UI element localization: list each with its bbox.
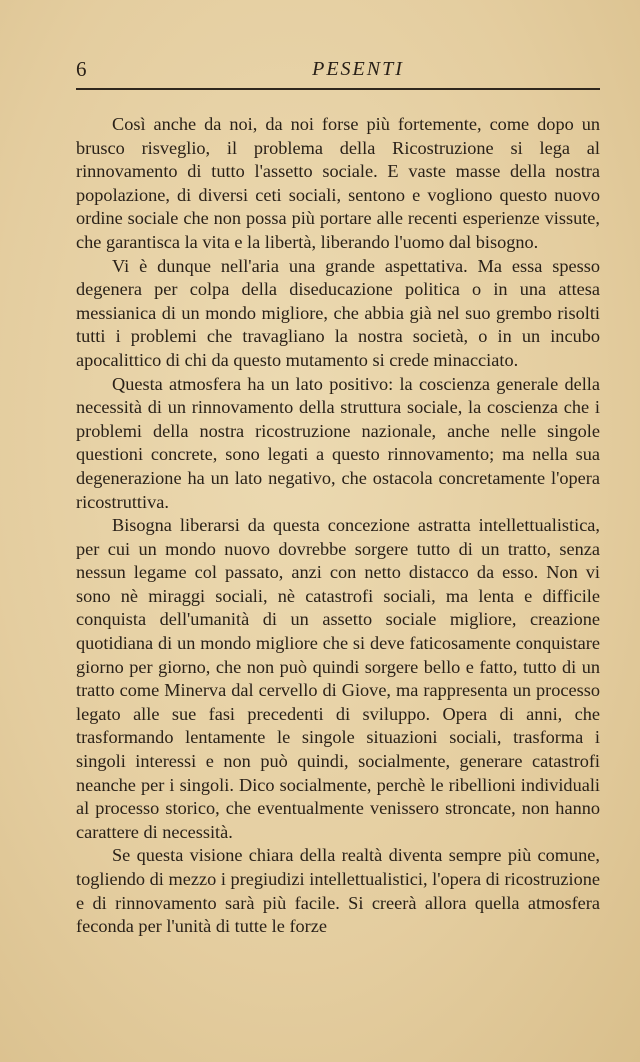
paragraph: Vi è dunque nell'aria una grande aspettativa. Ma essa spesso degenera per colpa della diseducazione politica o in una attesa messianica di un mondo migliore, che abbia già nel suo grembo risolti tutti i problemi che travagliano la nostra società, o in un incubo apocalittico di chi da questo mutamento si crede minacciato.	[76, 255, 600, 370]
page-number: 6	[76, 57, 87, 81]
header-rule	[76, 88, 600, 90]
paragraph: Se questa visione chiara della realtà diventa sempre più comune, togliendo di mezzo i pregiudizi intellettualistici, l'opera di ricostruzione e di rinnovamento sarà più facile. Si creerà allora quella atmosfera feconda per l'unità di tutte le forze	[76, 845, 600, 937]
paragraph: Questa atmosfera ha un lato positivo: la coscienza generale della necessità di un rinnovamento della struttura sociale, la coscienza che i problemi della nostra ricostruzione nazionale, anche nelle singole questioni concrete, sono legati a questo rinnovamento; ma nella sua degenerazione ha un lato negativo, che ostacola concretamente l'opera ricostruttiva.	[76, 373, 600, 512]
running-title: PESENTI	[312, 58, 404, 80]
body-text	[76, 113, 600, 939]
page-header	[76, 56, 600, 86]
paragraph: Così anche da noi, da noi forse più fortemente, come dopo un brusco risveglio, il problema della Ricostruzione si lega al rinnovamento di tutto l'assetto sociale. E vaste masse della nostra popolazione, di diversi ceti sociali, sentono e vogliono questo nuovo ordine sociale che non possa più portare alle recenti esperienze vissute, che garantisca la vita e la libertà, liberando l'uomo dal bisogno.	[76, 114, 600, 252]
paragraph: Bisogna liberarsi da questa concezione astratta intellettualistica, per cui un mondo nuovo dovrebbe sorgere tutto di un tratto, senza nessun legame col passato, anzi con netto distacco da esso. Non vi sono nè miraggi sociali, nè catastrofi sociali, ma lenta e difficile conquista dell'umanità di un assetto sociale migliore, creazione quotidiana di un mondo migliore che si deve faticosamente conquistare giorno per giorno, che non può quindi sorgere bello e fatto, tutto di un tratto come Minerva dal cervello di Giove, ma rappresenta un processo legato alle sue fasi precedenti di sviluppo. Opera di anni, che trasformando lentamente le singole situazioni sociali, trasforma i singoli interessi e non può quindi, socialmente, generare catastrofi neanche per i singoli. Dico socialmente, perchè le ribellioni individuali al processo storico, che eventualmente venissero stroncate, non hanno carattere di necessità.	[76, 515, 600, 842]
